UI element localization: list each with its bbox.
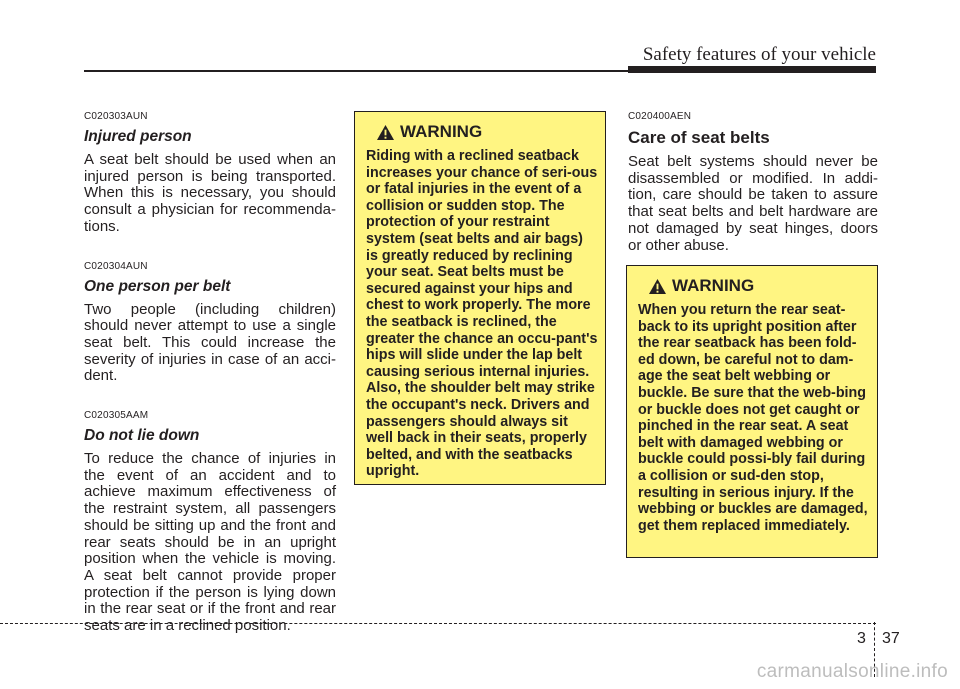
section-body: To reduce the chance of injuries in the event of an accident and to achieve maximum effectiveness of the restraint system, all passengers should be sitting up and the front and rear seats should be in an upright position when the vehicle is moving. A seat belt cannot provide proper protection if the person is lying down in the rear seat or if the front and rear seats are in a reclined position. xyxy=(84,450,336,635)
section-code: C020400AEN xyxy=(628,111,692,122)
chapter-number: 3 xyxy=(857,630,866,647)
section-code: C020305AAM xyxy=(84,410,149,422)
right-column xyxy=(628,111,878,254)
watermark: carmanualsonline.info xyxy=(756,661,948,682)
footer-rule xyxy=(0,623,876,624)
section-do-not-lie-down xyxy=(84,410,336,635)
warning-box-reclined-seatback xyxy=(354,111,606,485)
section-one-person-per-belt xyxy=(84,261,336,386)
warning-triangle-icon xyxy=(376,124,395,141)
warning-triangle-icon xyxy=(648,278,667,295)
section-injured-person xyxy=(84,111,336,236)
section-code: C020304AUN xyxy=(84,260,148,272)
page-number: 37 xyxy=(882,630,900,647)
warning-title xyxy=(376,122,598,142)
section-heading: Injured person xyxy=(84,128,192,145)
warning-title xyxy=(648,276,870,296)
section-body: A seat belt should be used when an injured person is being transported. When this is necessary, you should consult a physician for recommenda-tions. xyxy=(84,151,336,235)
warning-title-text: WARNING xyxy=(672,276,755,295)
warning-text: When you return the rear seat-back to its upright position after the rear seatback has been fold-ed down, be careful not to dam-age the seat belt webbing or buckle. Be sure that the web-bing or buckle does not get caught or pinched in the rear seat. A seat belt with damaged webbing or buckle could possi-bly fail during a collision or sud-den stop, resulting in serious injury. If the webbing or buckles are damaged, get them replaced immediately. xyxy=(638,302,868,534)
header-bar xyxy=(628,66,876,73)
section-heading: Care of seat belts xyxy=(628,128,770,147)
section-body: Two people (including children) should never attempt to use a single seat belt. This could increase the severity of injuries in case of an acci-dent. xyxy=(84,300,336,385)
warning-text: Riding with a reclined seatback increases your chance of seri-ous or fatal injuries in the event of a collision or sudden stop. The protection of your restraint system (seat belts and air bags) is greatly reduced by reclining your seat. Seat belts must be secured against your hips and chest to work properly. The more the seatback is reclined, the greater the chance an occu-pant's hips will slide under the lap belt causing serious internal injuries. Also, the shoulder belt may strike the occupant's neck. Drivers and passengers should always sit well back in their seats, properly belted, and with the seatbacks upright. xyxy=(366,148,598,480)
left-column xyxy=(84,111,336,635)
warning-box-rear-seatback xyxy=(626,265,878,558)
warning-title-text: WARNING xyxy=(400,122,483,141)
section-body: Seat belt systems should never be disassembled or modified. In addi-tion, care should be taken to assure that seat belts and belt hardware are not damaged by seat hinges, doors or other abuse. xyxy=(628,153,878,254)
section-code: C020303AUN xyxy=(84,111,148,122)
section-heading: Do not lie down xyxy=(84,427,200,445)
section-heading: One person per belt xyxy=(84,277,231,295)
header-title: Safety features of your vehicle xyxy=(642,44,876,65)
